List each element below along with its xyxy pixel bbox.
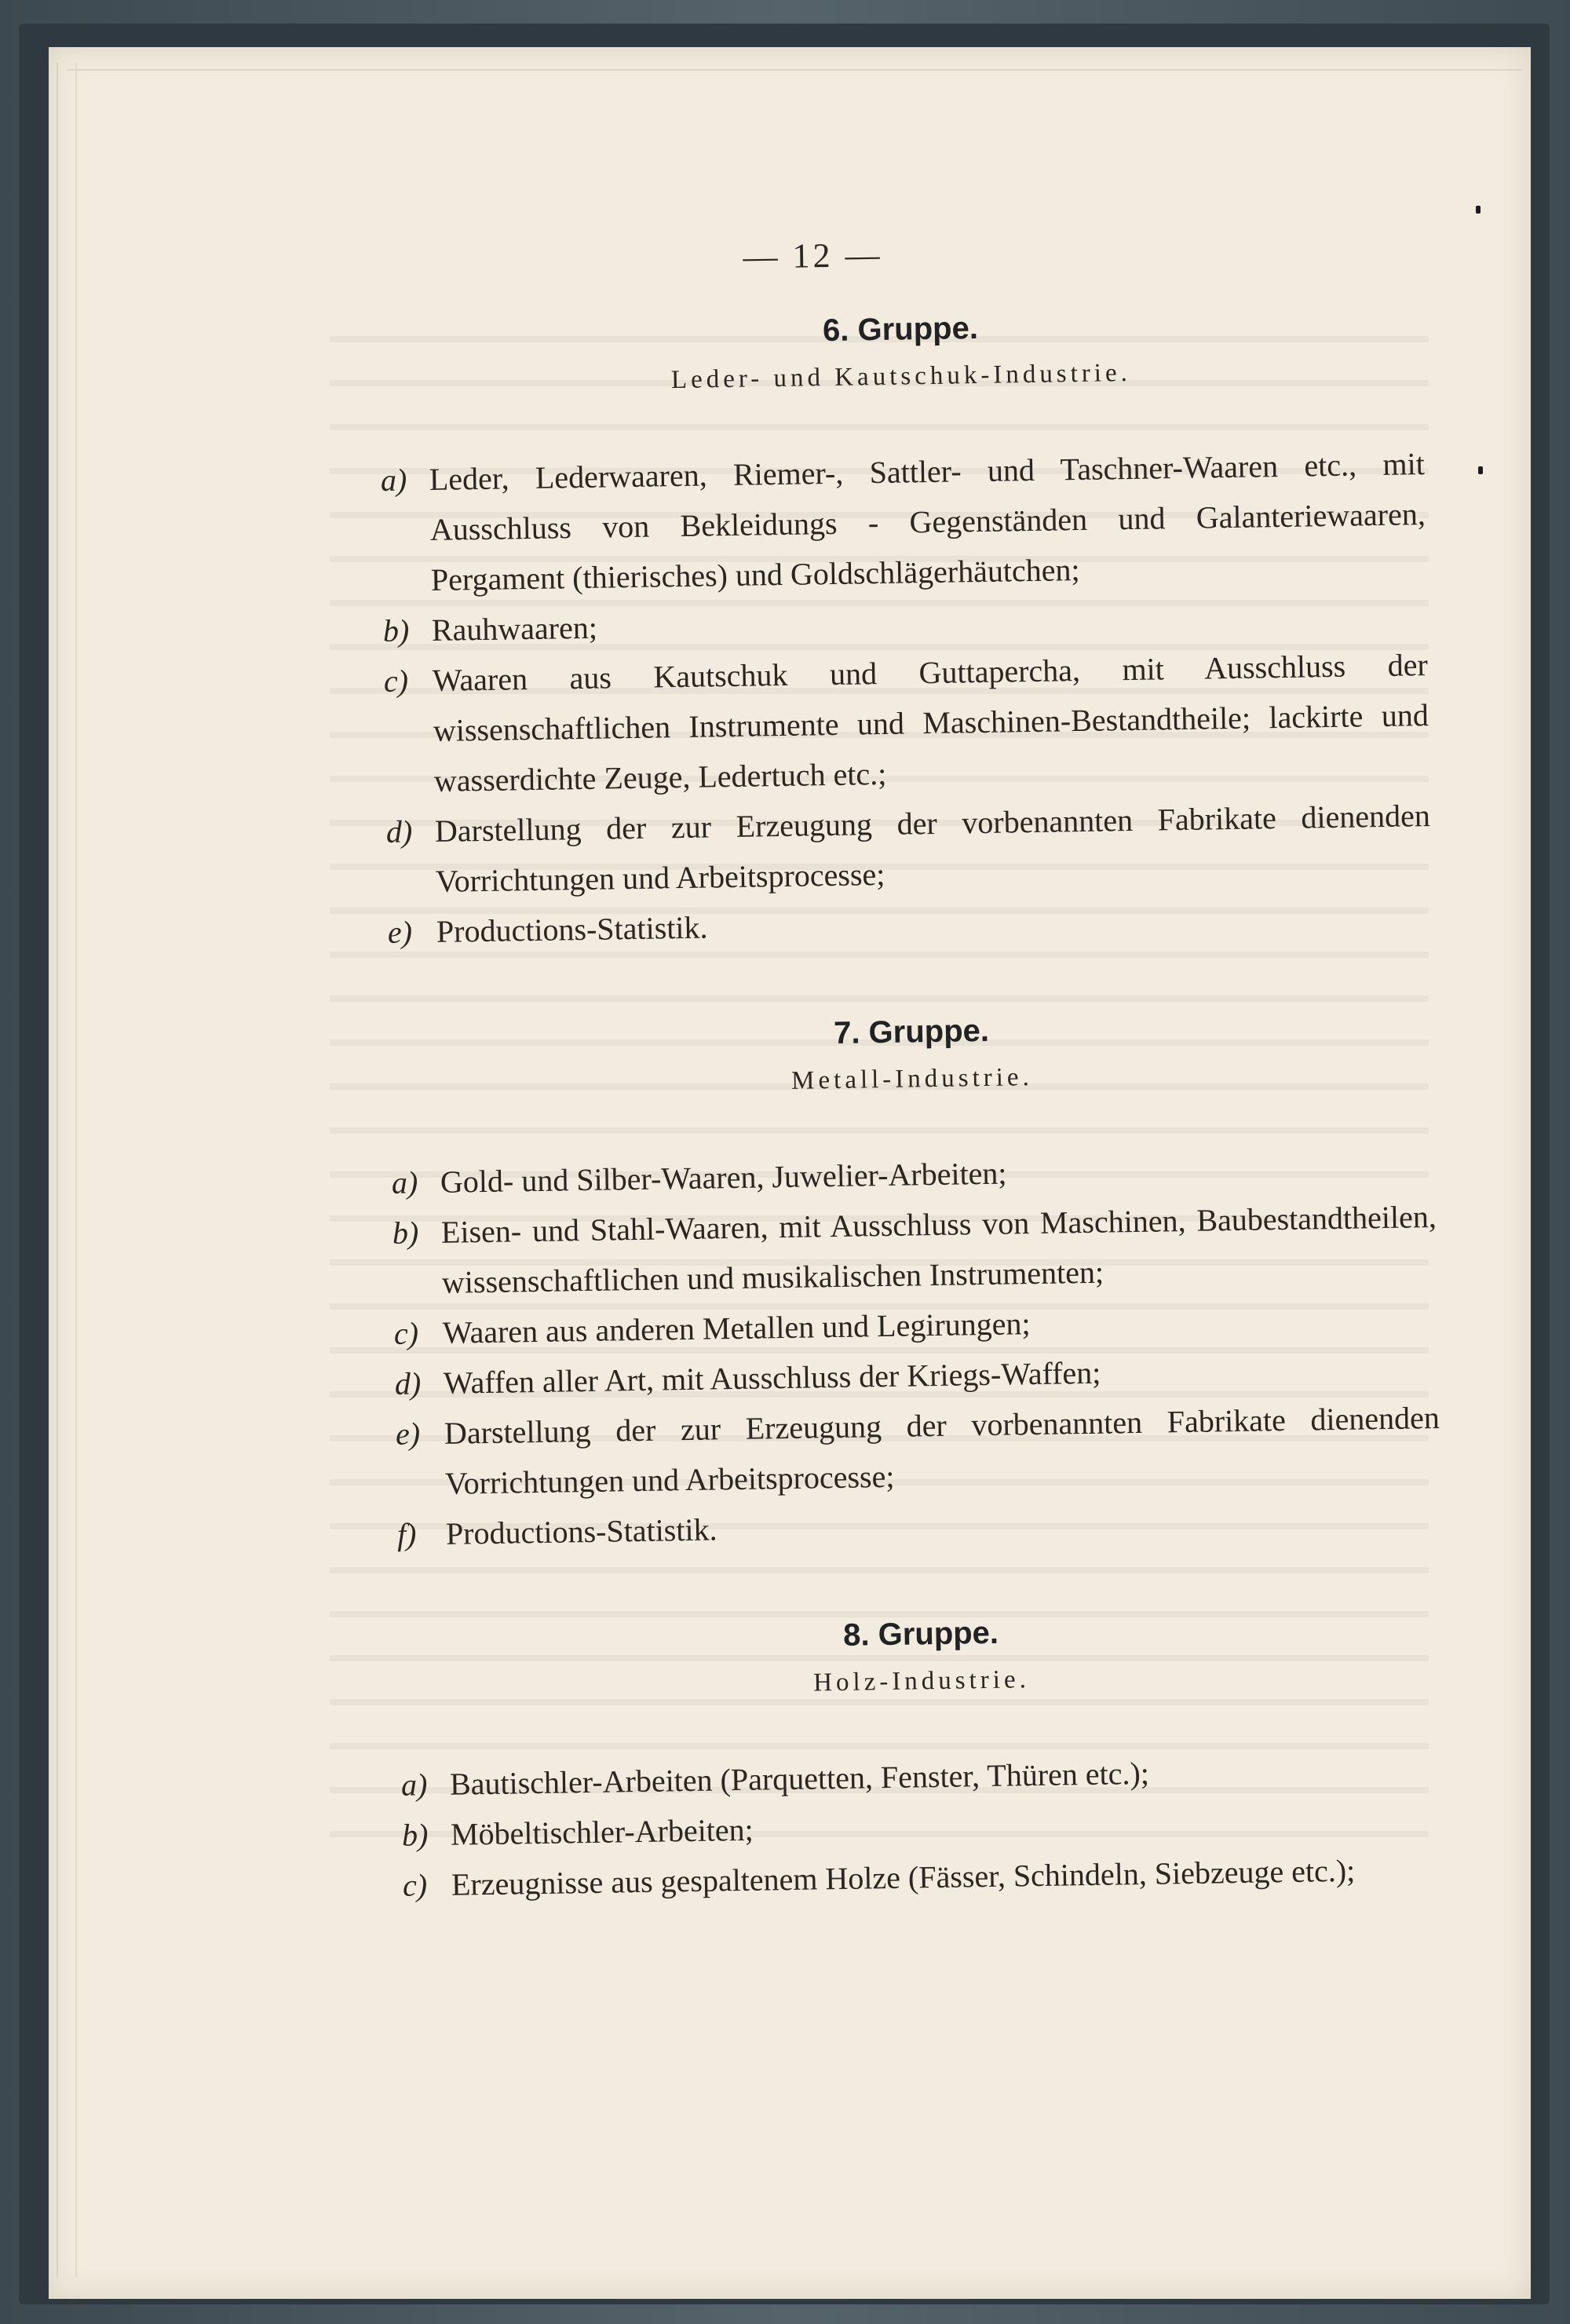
- list-item: [383, 640, 1429, 807]
- item-letter: d): [385, 813, 413, 850]
- item-text: Möbeltischler-Arbeiten;: [450, 1811, 754, 1852]
- item-letter: b): [382, 612, 410, 649]
- item-text: Erzeugnisse aus gespaltenem Holze (Fässer, Schindeln, Siebzeuge etc.);: [451, 1852, 1356, 1902]
- item-text: Leder, Lederwaaren, Riemer-, Sattler- und Taschner-Waaren etc., mit Ausschluss von Bekleidungs - Gegenständen und Galanteriewaaren, Pergament (thierisches) und Goldschlägerhäutchen;: [429, 446, 1426, 597]
- page-stack-edges: [57, 63, 77, 2277]
- group-subtitle: Leder- und Kautschuk-Industrie.: [670, 358, 1132, 395]
- group-subtitle: Metall-Industrie.: [790, 1063, 1034, 1095]
- page-speck: [1478, 466, 1483, 474]
- group-title: 7. Gruppe.: [833, 1013, 990, 1051]
- group-item-list: [401, 1744, 1448, 1911]
- group-8: [399, 1602, 1448, 1911]
- item-letter: a): [380, 462, 407, 498]
- item-text: Productions-Statistik.: [445, 1511, 717, 1551]
- item-letter: e): [395, 1416, 421, 1452]
- item-text: Waffen aller Art, mit Ausschluss der Kriegs-Waffen;: [443, 1354, 1101, 1401]
- item-text: Productions-Statistik.: [436, 909, 708, 949]
- item-letter: a): [400, 1767, 428, 1803]
- item-text: Eisen- und Stahl-Waaren, mit Ausschluss von Maschinen, Baubestandtheilen, wissenschaftlichen und musikalischen Instrumenten;: [440, 1198, 1437, 1300]
- item-text: Waaren aus anderen Metallen und Legirungen;: [442, 1306, 1031, 1350]
- item-letter: c): [393, 1315, 419, 1351]
- page-speck: [1476, 206, 1481, 214]
- list-item: [395, 1393, 1440, 1510]
- list-item: [385, 791, 1431, 908]
- item-text: Gold- und Silber-Waaren, Juwelier-Arbeiten;: [440, 1155, 1007, 1200]
- page-content: [377, 219, 1447, 1911]
- item-letter: a): [391, 1164, 418, 1200]
- list-item: [392, 1192, 1437, 1309]
- item-letter: b): [401, 1817, 429, 1853]
- group-title: 8. Gruppe.: [842, 1615, 999, 1653]
- item-letter: c): [402, 1867, 428, 1903]
- item-letter: b): [392, 1215, 419, 1251]
- group-item-list: [380, 439, 1432, 958]
- item-letter: c): [383, 663, 409, 699]
- group-subtitle: Holz-Industrie.: [812, 1665, 1031, 1697]
- list-item: [380, 439, 1426, 606]
- item-letter: e): [387, 914, 413, 950]
- group-7: [389, 1000, 1442, 1560]
- item-text: Bautischler-Arbeiten (Parquetten, Fenster, Thüren etc.);: [449, 1755, 1150, 1802]
- page-number: — 12 —: [743, 235, 883, 276]
- group-6: [378, 298, 1433, 958]
- item-letter: d): [394, 1365, 422, 1401]
- item-text: Darstellung der zur Erzeugung der vorbenannten Fabrikate dienenden Vorrichtungen und Arbeitsprocesse;: [434, 798, 1431, 899]
- group-item-list: [391, 1142, 1441, 1560]
- item-text: Waaren aus Kautschuk und Guttapercha, mit Ausschluss der wissenschaftlichen Instrumente und Maschinen-Bestandtheile; lackirte und wasserdichte Zeuge, Ledertuch etc.;: [432, 647, 1429, 798]
- item-text: Darstellung der zur Erzeugung der vorbenannten Fabrikate dienenden Vorrichtungen und Arbeitsprocesse;: [444, 1399, 1440, 1501]
- item-letter: f): [396, 1516, 417, 1552]
- item-text: Rauhwaaren;: [431, 609, 598, 648]
- group-title: 6. Gruppe.: [822, 310, 979, 349]
- page-top-edge: [67, 69, 1523, 71]
